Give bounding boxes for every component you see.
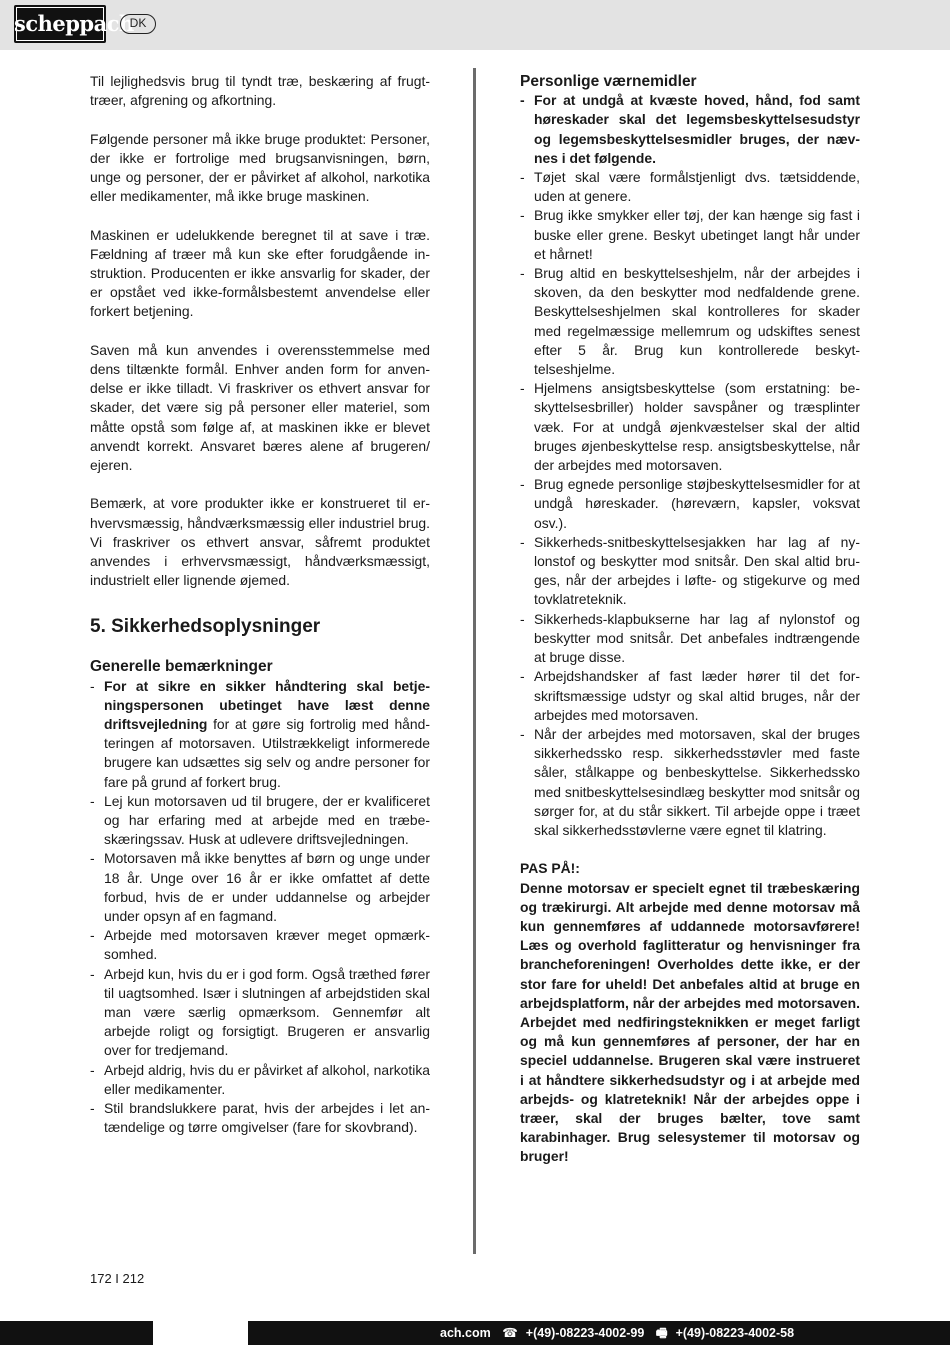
list-item: - Sikkerheds-klapbukserne har lag af nylonstof og beskytter mod snitsår. Det anbefales indtrængende at bruge disse.: [520, 610, 860, 668]
list-item: - Sikkerheds-snitbeskyttelsesjakken har lag af nylonstof og beskytter mod snitsår. Den skal altid bruges, når der arbejdes i løfte- og stigekurve og med tovklatreteknik.: [520, 533, 860, 610]
section-title: 5. Sikkerhedsoplysninger: [90, 616, 321, 638]
list-item: - Brug ikke smykker eller tøj, der kan hænge sig fast i buske eller grene. Beskyt ubetinget langt hår under et hårnet!: [520, 206, 860, 264]
list-item-bold: For at sikre en sikker håndtering skal betjeningspersonen ubetinget have læst denne driftsvejledning: [104, 677, 430, 733]
phone-icon: ☎: [502, 1326, 518, 1340]
header-bar: [0, 0, 950, 50]
phone-number: +(49)-08223-4002-99: [525, 1326, 645, 1340]
page-number: 172 I 212: [90, 1271, 145, 1286]
fax-icon: 🖷: [655, 1326, 668, 1340]
section-title: Personlige værnemidler: [520, 73, 697, 90]
brand-logo: scheppach: [14, 5, 106, 43]
paragraph: Saven må kun anvendes i overensstemmelse med dens tiltænkte formål. Enhver anden form for anvendelse er ikke tilladt. Vi fraskriver os ethvert ansvar for skader, det være sig på personer eller materiel, som måtte opstå som følge af, at maskinen ikke er blevet anvendt korrekt. Ansvaret bæres alene af brugeren/ ejeren.: [90, 341, 430, 474]
list-item: - Motorsaven må ikke benyttes af børn og unge under 18 år. Unge over 16 år er ikke omfattet af dette forbud, hvis de er under uddannelse og arbejder under opsyn af en fagmand.: [90, 849, 430, 926]
list-item: - Når der arbejdes med motorsaven, skal der bruges sikkerhedssko resp. sikkerhedsstøvler med faste såler, stålkappe og benbeskyttelse. Sikkerhedssko med snitbeskyttelsesindlæg beskytter mod snitsår og sørger for, at du står sikkert. Til arbejde oppe i træet skal sikkerhedsstøvlerne være egnet til klatring.: [520, 725, 860, 840]
warning-text: Denne motorsav er specielt egnet til træbeskæring og trækirurgi. Alt arbejde med denne motorsav må kun gennemføres af uddannede motorsavførere! Læs og overhold faglitteratur og henvisninger fra brancheforeningen! Overholdes dette ikke, er der stor fare for uheld! Det anbefales altid at bruge en arbejdsplatform, når der arbejdes med motorsaven. Arbejdet med nedfiringsteknikken er meget farligt og må kun gennemføres af personer, der har en speciel uddannelse. Brugeren skal være instrueret i at håndtere sikkerhedsudstyr og i at arbejde med arbejds- og klatreteknik! Når der arbejdes oppe i træer, skal der bruges bælter, tove samt karabinhager. Brug selesystemer til motorsav og bruger!: [520, 879, 860, 1165]
safety-list: [90, 677, 430, 1138]
fax-number: +(49)-08223-4002-58: [675, 1326, 795, 1340]
list-item: - For at undgå at kvæste hoved, hånd, fod samt høreskader skal det legemsbeskyttelsesudstyr og legemsbeskyttelsesmidler bruges, der nævnes i det følgende.: [520, 91, 860, 168]
paragraph: Maskinen er udelukkende beregnet til at save i træ. Fældning af træer må kun ske efter forudgående instruktion. Producenten er ikke ansvarlig for skader, der er opstået ved ikke-formålsbestemt anvendelse eller forkert betjening.: [90, 226, 430, 320]
list-item: [90, 677, 430, 792]
list-item: - Brug egnede personlige støjbeskyttelsesmidler for at undgå høreskader. (høreværn, kapsler, voksvat osv.).: [520, 475, 860, 533]
list-item-text: for at gøre sig fortrolig med håndteringen af motorsaven. Utilstrækkeligt informerede brugere kan udsættes sig selv og andre personer for fare på grund af forkert brug.: [104, 716, 430, 790]
list-item: - Stil brandslukkere parat, hvis der arbejdes i let antændelige og tørre omgivelser (fare for skovbrand).: [90, 1099, 430, 1137]
website-link[interactable]: ach.com: [440, 1326, 491, 1340]
left-column: [90, 72, 430, 1138]
paragraph: Bemærk, at vore produkter ikke er konstrueret til erhvervsmæssig, håndværksmæssig eller industriel brug. Vi fraskriver os ethvert ansvar, såfremt produktet anvendes i erhvervsmæssigt, håndværksmæssigt, industrielt eller lignende øjemed.: [90, 495, 430, 589]
list-item: - Hjelmens ansigtsbeskyttelse (som erstatning: beskyttelsesbriller) holder savspåner og træsplinter væk. For at undgå øjenkvæstelser skal der altid bruges øjenbeskyttelse resp. ansigtsbeskyttelse, når der arbejdes med motorsaven.: [520, 379, 860, 475]
warning-title: PAS PÅ!:: [520, 860, 580, 877]
list-item: - Brug altid en beskyttelseshjelm, når der arbejdes i skoven, da den beskytter mod nedfaldende grene. Beskyttelseshjelmen skal kontrolleres for skader med regelmæssige mellemrum og udskiftes senest efter 5 år. Brug kun kontrollerede beskyttelseshjelme.: [520, 264, 860, 379]
ppe-list: [520, 91, 860, 840]
list-item: - Lej kun motorsaven ud til brugere, der er kvalificeret og har erfaring med at arbejde med en træbeskæringssav. Husk at udlevere driftsvejledningen.: [90, 792, 430, 850]
footer-gap: [153, 1321, 248, 1345]
language-badge: DK: [120, 14, 156, 34]
subsection-title: Generelle bemærkninger: [90, 658, 273, 676]
footer-contact: [440, 1321, 802, 1345]
list-item: - Tøjet skal være formålstjenligt dvs. tætsiddende, uden at genere.: [520, 168, 860, 206]
list-item: - Arbejd kun, hvis du er i god form. Også træthed fører til uagtsomhed. Især i slutningen af arbejdstiden skal man være særlig opmærksom. Gennemfør alt arbejde roligt og forsigtigt. Brugeren er ansvarlig over for tredjemand.: [90, 965, 430, 1061]
paragraph: Til lejlighedsvis brug til tyndt træ, beskæring af frugttræer, afgrening og afkortning.: [90, 73, 430, 109]
paragraph: Følgende personer må ikke bruge produktet: Personer, der ikke er fortrolige med brugsanvisningen, børn, unge og personer, der er påvirket af alkohol, narkotika eller medikamenter, må ikke bruge maskinen.: [90, 130, 430, 205]
list-item: - Arbejde med motorsaven kræver meget opmærksomhed.: [90, 926, 430, 964]
right-column: [520, 72, 860, 1167]
column-divider: [473, 68, 476, 1254]
list-item: - Arbejdshandsker af fast læder hører til det forskriftsmæssige udstyr og skal altid bruges, når der arbejdes med motorsaven.: [520, 667, 860, 725]
list-item: - Arbejd aldrig, hvis du er påvirket af alkohol, narkotika eller medikamenter.: [90, 1061, 430, 1099]
